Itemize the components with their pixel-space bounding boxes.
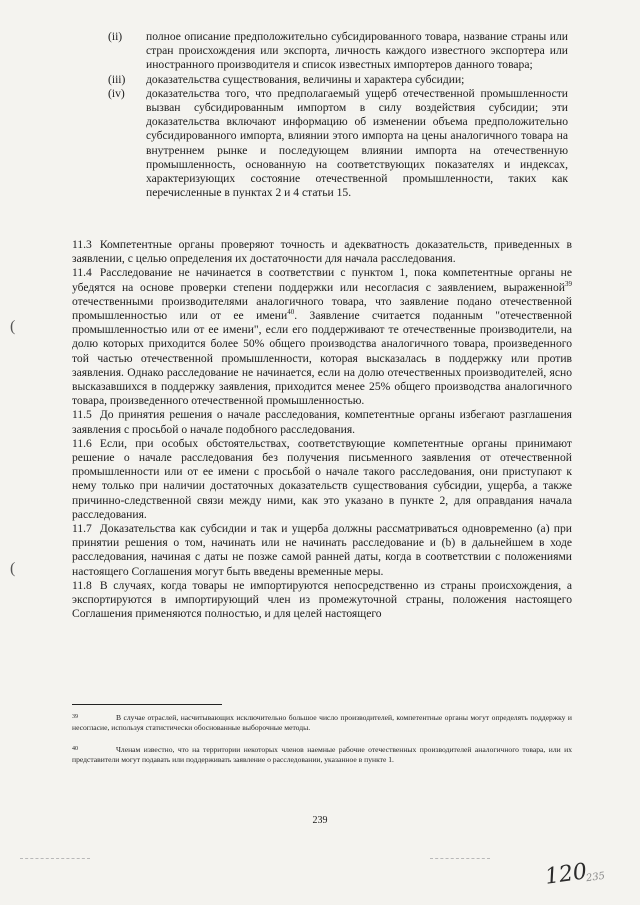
footnote-separator xyxy=(72,704,222,705)
paragraph-text: Доказательства как субсидии и так и ущерба должны рассматриваться одновременно (а) при принятии решения о том, начинать или не начинать расследование и (b) в дальнейшем в ходе расследования, начиная с даты не позже самой ранней даты, когда в соответствии с положениями настоящего Соглашения могут быть введены временные меры. xyxy=(72,522,572,578)
subitem-number: (iv) xyxy=(108,86,125,100)
subitem-text: полное описание предположительно субсидированного товара, название страны или стран происхождения или экспорта, личность каждого известного экспортера или иностранного производителя и список известных импортеров данного товара; xyxy=(146,30,568,72)
subitem-number: (iii) xyxy=(108,72,126,86)
page-number: 239 xyxy=(312,815,328,826)
paragraph-number: 11.4 xyxy=(72,266,92,280)
paragraph-text: В случаях, когда товары не импортируются непосредственно из страны происхождения, а экспортируются в импортирующий член из промежуточной страны, положения настоящего Соглашения применяются полностью, и для целей настоящего xyxy=(72,578,572,621)
paragraph xyxy=(72,266,572,408)
paragraph-text: Компетентные органы проверяют точность и адекватность доказательств, приведенных в заявлении, с целью определения их достаточности для начала расследования. xyxy=(72,238,572,266)
subitem-list xyxy=(108,30,568,200)
footnote-text: Членам известно, что на территории некоторых членов наемные рабочие отечественных производителей аналогичного товара, или их представители могут подавать или поддерживать заявление о расследовании, указанное в пункте 1. xyxy=(72,745,572,764)
paragraph-number: 11.6 xyxy=(72,436,92,450)
paragraph-text: отечественными производителями аналогичного товара, что заявление подано отечественной промышленностью или от ее имени xyxy=(72,294,572,323)
paragraph xyxy=(72,408,572,436)
margin-bracket-mark: ( xyxy=(10,318,16,335)
subitem-text: доказательства существования, величины и характера субсидии; xyxy=(146,72,465,86)
paragraph-text: Если, при особых обстоятельствах, соответствующие компетентные органы принимают решение о начале расследования без получения письменного заявления от отечественной промышленности или от ее имени с просьбой о начале такого расследования, они приступают к нему только при наличии достаточных доказательств существования субсидии, ущерба, а также причинно-следственной связи между ними, как это указано в пункте 2, для оправдания начала расследования. xyxy=(72,436,572,521)
paragraph-text: До принятия решения о начале расследования, компетентные органы избегают разглашения заявления с просьбой о начале подобного расследования. xyxy=(72,408,572,436)
paragraph-text: . Заявление считается поданным "отечественной промышленностью или от ее имени", если его поддерживают те отечественные производители, на долю которых приходится более 50% общего производства аналогичного товара, произведенного той частью отечественной промышленности, которая высказалась в поддержку или против заявления. Однако расследование не начинается, если на долю отечественных производителей, ясно высказавшихся в поддержку заявления, приходится менее 25% общего производства аналогичного товара, произведенного отечественной промышленностью. xyxy=(72,309,572,408)
paragraph xyxy=(72,238,572,266)
scan-artifact-line xyxy=(20,858,90,859)
paragraph-list xyxy=(72,238,572,621)
footnote-mark: 40 xyxy=(72,746,78,753)
handwritten-page-number: 120 xyxy=(543,859,589,890)
paragraph-number: 11.8 xyxy=(72,578,92,592)
subitem-number: (ii) xyxy=(108,30,123,43)
subitem xyxy=(108,30,568,73)
footnote-list xyxy=(72,713,572,777)
scan-artifact-line xyxy=(430,858,490,859)
paragraph xyxy=(72,522,572,579)
handwritten-small-number: 235 xyxy=(585,870,606,885)
paragraph xyxy=(72,579,572,622)
footnote-text: В случае отраслей, насчитывающих исключительно большое число производителей, компетентные органы могут определять поддержку и несогласие, используя статистически обоснованные выборочные методы. xyxy=(72,713,572,732)
subitem-text: доказательства того, что предполагаемый ущерб отечественной промышленности вызван субсидированным импортом в силу воздействия субсидии; эти доказательства включают информацию об изменении объема предположительно субсидированного импорта, влиянии этого импорта на цены аналогичного товара на внутреннем рынке и последующем влиянии импорта на отечественную промышленность, основанную на соответствующих показателях и индексах, характеризующих состояние отечественной промышленности, таких как перечисленные в пунктах 2 и 4 статьи 15. xyxy=(146,86,568,200)
footnote-reference: 40 xyxy=(287,308,295,317)
paragraph xyxy=(72,437,572,522)
subitem xyxy=(108,87,568,201)
margin-bracket-mark: ( xyxy=(10,560,16,577)
paragraph-text: Расследование не начинается в соответствии с пунктом 1, пока компетентные органы не убедятся на основе проверки степени поддержки или несогласия с заявлением, выраженной xyxy=(72,266,572,294)
paragraph-number: 11.3 xyxy=(72,238,92,251)
footnote xyxy=(72,713,572,732)
footnote xyxy=(72,745,572,764)
paragraph-number: 11.7 xyxy=(72,522,92,536)
paragraph-number: 11.5 xyxy=(72,408,92,422)
footnote-reference: 39 xyxy=(565,279,572,288)
footnote-mark: 39 xyxy=(72,714,78,720)
subitem xyxy=(108,73,568,87)
